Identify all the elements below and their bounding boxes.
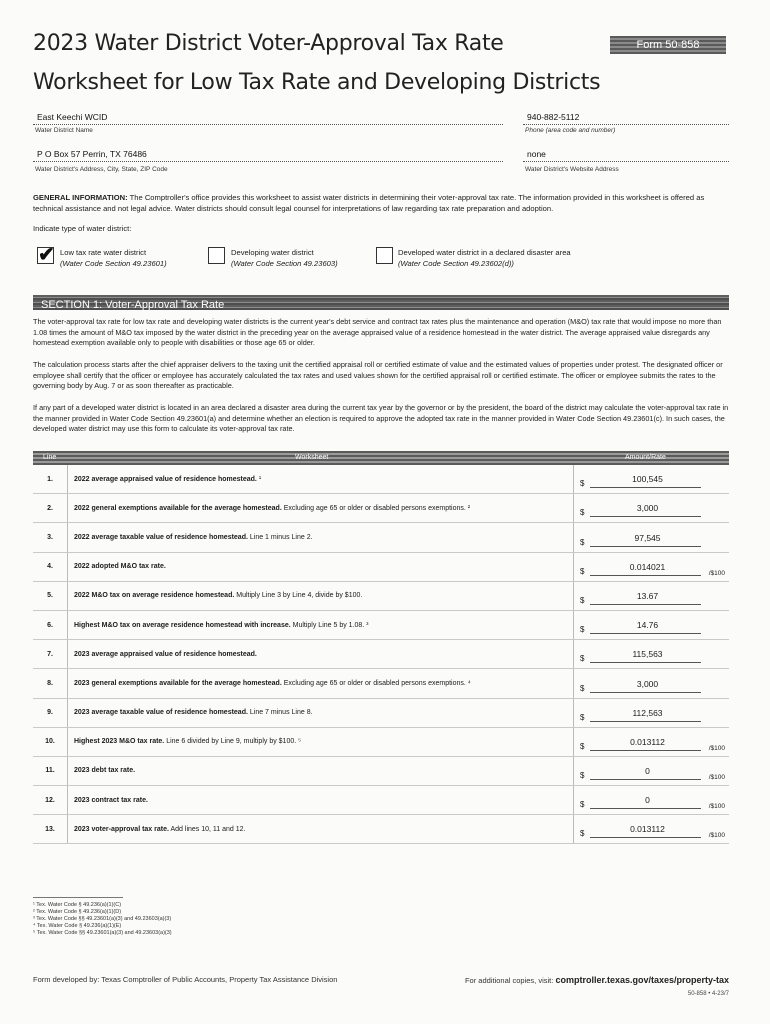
dollar-sign: $ (580, 683, 585, 693)
amount-cell (574, 494, 730, 523)
developed-disaster-option (398, 247, 571, 269)
table-row (33, 494, 729, 523)
section-paragraph-2: The calculation process starts after the chief appraiser delivers to the taxing unit the certified appraisal roll or certified estimate of value and the estimated values of properties under protest. The designated officer or employee shall certify that the officer or employee has accurately calculated the tax rates and used values shown for the certified appraisal roll or certified estimate. The officer or employee submits the rates to the governing body by Aug. 7 or as soon thereafter as practicable. (33, 360, 723, 390)
dollar-sign: $ (580, 800, 585, 810)
line-description (68, 698, 574, 727)
option-cite: (Water Code Section 49.23603) (231, 259, 338, 268)
line-number: 5. (33, 581, 68, 610)
line-note: Multiply Line 5 by 1.08. ³ (290, 621, 369, 629)
amount-underline (590, 604, 701, 605)
amount-field[interactable]: 100,545 (632, 474, 663, 485)
line-title: 2022 M&O tax on average residence homestead. (74, 592, 235, 600)
district-name-label: Water District Name (35, 127, 93, 134)
amount-cell (574, 581, 730, 610)
option-label: Developing water district (231, 248, 314, 257)
dollar-sign: $ (580, 654, 585, 664)
line-title: 2023 average appraised value of residence homestead. (74, 650, 257, 658)
line-description (68, 494, 574, 523)
comptroller-link[interactable]: comptroller.texas.gov/taxes/property-tax (555, 975, 729, 985)
option-cite: (Water Code Section 49.23601) (60, 259, 167, 268)
line-number: 9. (33, 698, 68, 727)
table-row (33, 610, 729, 639)
line-description (68, 465, 574, 494)
section-1-header (33, 295, 729, 310)
amount-underline (590, 808, 701, 809)
line-title: 2023 general exemptions available for the average homestead. (74, 679, 282, 687)
col-amount-header: Amount/Rate (625, 454, 666, 461)
amount-field[interactable]: 97,545 (634, 532, 661, 543)
line-title: 2022 general exemptions available for the average homestead. (74, 504, 282, 512)
phone-label: Phone (area code and number) (525, 127, 616, 134)
amount-field[interactable]: 112,563 (632, 707, 663, 718)
line-title: Highest M&O tax on average residence homestead with increase. (74, 621, 291, 629)
line-description (68, 727, 574, 756)
table-row (33, 581, 729, 610)
address-value: P O Box 57 Perrin, TX 76486 (37, 149, 147, 159)
form-title-line2: Worksheet for Low Tax Rate and Developing Districts (33, 70, 601, 95)
line-note: Line 7 minus Line 8. (247, 709, 313, 717)
line-number: 4. (33, 552, 68, 581)
line-note: Excluding age 65 or older or disabled persons exemptions. ⁴ (281, 679, 471, 687)
line-number: 6. (33, 610, 68, 639)
rate-unit: /$100 (708, 832, 725, 840)
form-number-badge: Form 50-858 (610, 36, 726, 54)
section-paragraph-3: If any part of a developed water district is located in an area declared a disaster area during the current tax year by the governor or by the president, the board of the district may calculate the voter-approval tax rate in the manner provided in Water Code Section 49.23601(a) and determine whether an election is required to approve the adopted tax rate in the manner provided in Water Code Section 49.23601(c). In such cases, the developed water district may use this form to calculate its voter-approval tax rate. (33, 403, 729, 433)
amount-underline (590, 546, 701, 547)
phone-value: 940-882-5112 (527, 112, 580, 122)
footnote: ¹ Tex. Water Code § 49.236(a)(1)(C) (33, 902, 122, 908)
line-title: 2022 average appraised value of residence homestead. (74, 475, 257, 483)
website-value: none (527, 149, 546, 159)
line-description (68, 552, 574, 581)
amount-cell (574, 756, 730, 785)
developing-district-checkbox[interactable] (208, 247, 225, 264)
website-label: Water District's Website Address (525, 166, 619, 173)
form-code: 50-858 • 4-23/7 (687, 991, 729, 997)
line-description (68, 756, 574, 785)
amount-cell (574, 727, 730, 756)
amount-cell (574, 523, 730, 552)
amount-field[interactable]: 13.67 (636, 590, 659, 601)
amount-field[interactable]: 0.014021 (629, 561, 666, 572)
amount-field[interactable]: 0 (645, 795, 650, 806)
line-description (68, 640, 574, 669)
dollar-sign: $ (580, 537, 585, 547)
line-description (68, 815, 574, 844)
table-row (33, 523, 729, 552)
line-number: 11. (33, 756, 68, 785)
line-number: 7. (33, 640, 68, 669)
amount-field[interactable]: 0.013112 (630, 736, 665, 747)
table-row (33, 786, 729, 815)
table-row (33, 815, 729, 844)
check-mark-icon: ✔ (38, 244, 55, 266)
amount-underline (590, 633, 701, 634)
developing-district-option (231, 247, 338, 269)
amount-field[interactable]: 0 (645, 766, 650, 777)
footnote: ³ Tex. Water Code §§ 49.23601(a)(3) and 49.23603(a)(3) (33, 916, 172, 922)
table-row (33, 552, 729, 581)
line-description (68, 669, 574, 698)
dollar-sign: $ (580, 595, 585, 605)
amount-cell (574, 640, 730, 669)
amount-field[interactable]: 115,563 (632, 649, 663, 660)
amount-underline (590, 779, 701, 780)
amount-underline (590, 750, 701, 751)
line-note: Multiply Line 3 by Line 4, divide by $100. (234, 592, 363, 600)
amount-underline (590, 516, 701, 517)
line-number: 12. (33, 786, 68, 815)
divider (523, 161, 729, 162)
amount-underline (590, 662, 701, 663)
line-note: Line 6 divided by Line 9, multiply by $100. ⁵ (164, 738, 302, 746)
amount-cell (574, 465, 730, 494)
footer-copies-prefix: For additional copies, visit: (464, 976, 556, 985)
footnote-divider (33, 897, 123, 898)
section-paragraph-1: The voter-approval tax rate for low tax rate and developing water districts is the current year's debt service and contract tax rates plus the maintenance and operation (M&O) tax rate that would impose no more than 1.08 times the amount of M&O tax imposed by the water district in the preceding year on the average appraised value of a residence homestead in the water district. The average appraised value disregards any homestead exemption available only to people with disabilities or those age 65 or older. (33, 317, 722, 347)
general-info-text: The Comptroller's office provides this worksheet to assist water districts in determining their voter-approval tax rate. The information provided in this worksheet is offered as technical assistance and not legal advice. Water districts should consult legal counsel for interpretations of law regarding tax rate preparation and adoption. (33, 193, 705, 213)
line-number: 3. (33, 523, 68, 552)
footnote: ⁴ Tex. Water Code § 49.236(a)(1)(E) (33, 923, 122, 929)
footnote: ² Tex. Water Code § 49.236(a)(1)(D) (33, 909, 122, 915)
amount-field[interactable]: 3,000 (636, 678, 659, 689)
rate-unit: /$100 (708, 774, 725, 782)
dollar-sign: $ (580, 479, 585, 489)
dollar-sign: $ (580, 625, 585, 635)
line-title: Highest 2023 M&O tax rate. (74, 738, 165, 746)
option-label: Low tax rate water district (60, 248, 147, 257)
option-cite: (Water Code Section 49.23602(d)) (398, 259, 514, 268)
amount-cell (574, 815, 730, 844)
rate-unit: /$100 (708, 803, 725, 811)
line-number: 13. (33, 815, 68, 844)
dollar-sign: $ (580, 566, 585, 576)
line-title: 2022 adopted M&O tax rate. (74, 563, 166, 571)
dollar-sign: $ (580, 741, 585, 751)
amount-field[interactable]: 0.013112 (630, 824, 665, 835)
option-label: Developed water district in a declared disaster area (398, 248, 571, 257)
line-description (68, 610, 574, 639)
dollar-sign: $ (580, 508, 585, 518)
amount-cell (574, 786, 730, 815)
low-tax-rate-checkbox[interactable] (37, 244, 55, 266)
footnote: ⁵ Tex. Water Code §§ 49.23601(a)(3) and 49.23603(a)(3) (33, 930, 172, 936)
amount-underline (590, 487, 701, 488)
line-note: Line 1 minus Line 2. (247, 533, 313, 541)
table-row (33, 465, 729, 494)
dollar-sign: $ (580, 829, 585, 839)
amount-underline (590, 837, 701, 838)
amount-cell (574, 669, 730, 698)
dollar-sign: $ (580, 771, 585, 781)
amount-field[interactable]: 14.76 (636, 620, 659, 631)
col-line-header: Line (43, 454, 57, 461)
line-title: 2022 average taxable value of residence homestead. (74, 533, 248, 541)
amount-underline (590, 721, 701, 722)
table-row (33, 669, 729, 698)
line-title: 2023 voter-approval tax rate. (74, 825, 169, 833)
line-title: 2023 contract tax rate. (74, 796, 148, 804)
address-label: Water District's Address, City, State, ZIP Code (35, 166, 168, 173)
district-name-value: East Keechi WCID (37, 112, 108, 122)
line-note: Excluding age 65 or older or disabled persons exemptions. ² (281, 504, 471, 512)
worksheet-table (33, 465, 729, 844)
amount-cell (574, 610, 730, 639)
rate-unit: /$100 (708, 569, 725, 577)
table-row (33, 727, 729, 756)
line-title: 2023 average taxable value of residence homestead. (74, 709, 248, 717)
low-tax-rate-option (60, 247, 167, 269)
line-note: Add lines 10, 11 and 12. (168, 825, 246, 833)
table-row (33, 640, 729, 669)
table-row (33, 698, 729, 727)
line-number: 1. (33, 465, 68, 494)
general-info-lead: GENERAL INFORMATION: (33, 193, 128, 202)
developed-disaster-checkbox[interactable] (376, 247, 393, 264)
amount-underline (590, 575, 701, 576)
form-title-line1: 2023 Water District Voter-Approval Tax Rate (33, 31, 504, 56)
line-note: ¹ (256, 475, 262, 483)
table-row (33, 756, 729, 785)
rate-unit: /$100 (708, 744, 725, 752)
line-description (68, 786, 574, 815)
amount-cell (574, 552, 730, 581)
amount-field[interactable]: 3,000 (636, 503, 659, 514)
worksheet-table-header (33, 451, 729, 465)
line-number: 8. (33, 669, 68, 698)
line-title: 2023 debt tax rate. (74, 767, 136, 775)
divider (33, 124, 503, 125)
indicate-type-label: Indicate type of water district: (33, 224, 132, 233)
amount-underline (590, 692, 701, 693)
divider (523, 124, 729, 125)
line-description (68, 581, 574, 610)
amount-cell (574, 698, 730, 727)
section-1-title: SECTION 1: Voter-Approval Tax Rate (41, 299, 225, 311)
general-information (33, 192, 729, 214)
line-description (68, 523, 574, 552)
footnotes (33, 902, 172, 937)
footer-credit: Form developed by: Texas Comptroller of Public Accounts, Property Tax Assistance Division (33, 975, 338, 984)
line-number: 2. (33, 494, 68, 523)
dollar-sign: $ (580, 712, 585, 722)
footer-copies (465, 975, 729, 985)
col-worksheet-header: Worksheet (295, 454, 329, 461)
line-number: 10. (33, 727, 68, 756)
divider (33, 161, 503, 162)
